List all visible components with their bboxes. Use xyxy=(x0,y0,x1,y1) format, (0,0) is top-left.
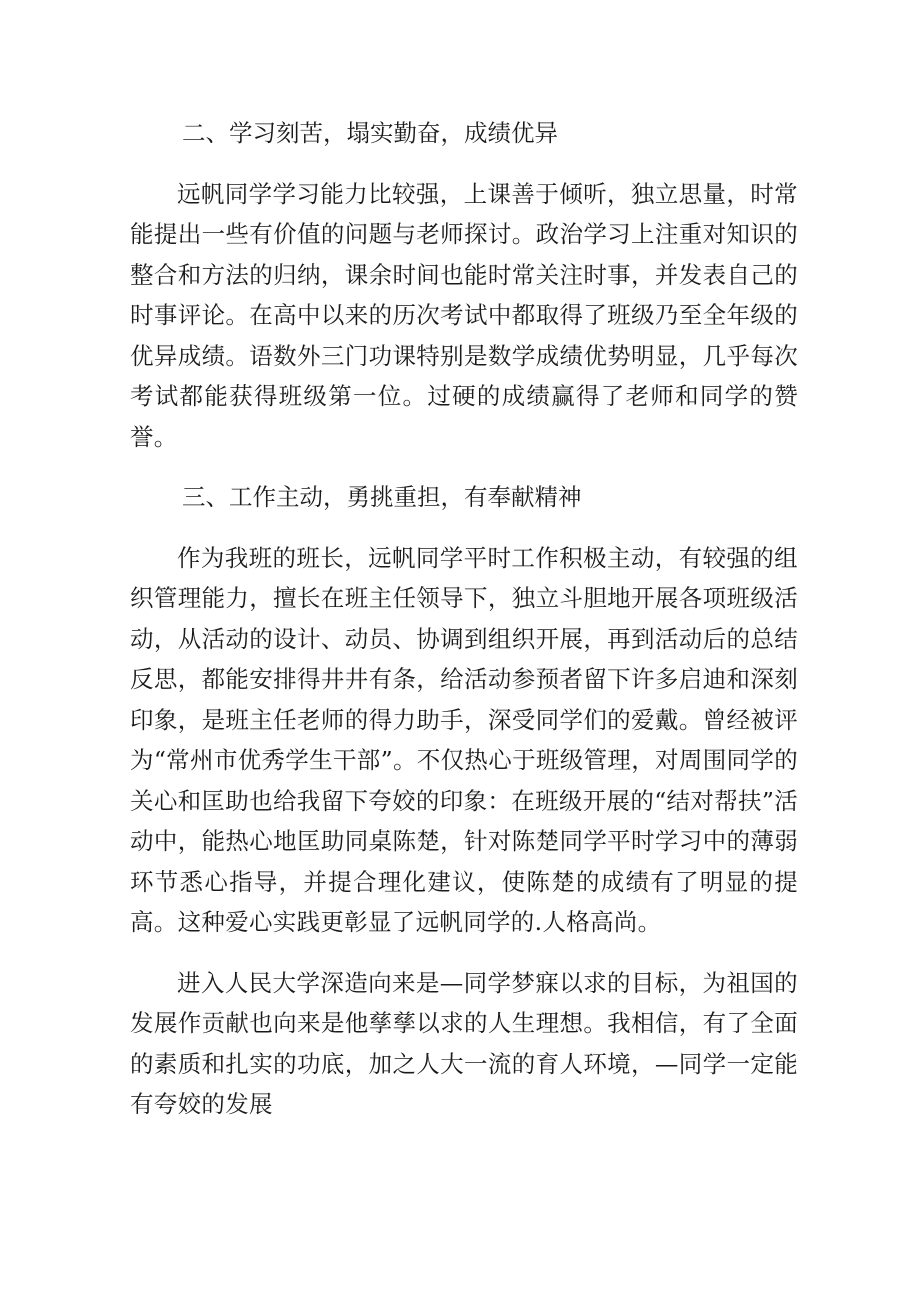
paragraph-work: 作为我班的班长，远帆同学平时工作积极主动，有较强的组织管理能力，擅长在班主任领导下，独立斗胆地开展各项班级活动，从活动的设计、动员、协调到组织开展，再到活动后的总结反思，都能安排得井井有条，给活动参预者留下许多启迪和深刻印象，是班主任老师的得力助手，深受同学们的爱戴。曾经被评为“常州市优秀学生干部”。不仅热心于班级管理，对周围同学的关心和匡助也给我留下夸姣的印象：在班级开展的“结对帮扶”活动中，能热心地匡助同桌陈楚，针对陈楚同学平时学习中的薄弱环节悉心指导，并提合理化建议，使陈楚的成绩有了明显的提高。这种爱心实践更彰显了远帆同学的.人格高尚。 xyxy=(130,543,798,936)
section-heading-work: 三、工作主动，勇挑重担，有奉献精神 xyxy=(182,483,582,511)
document-body xyxy=(130,113,798,1125)
paragraph-study: 远帆同学学习能力比较强，上课善于倾听，独立思量，时常能提出一些有价值的问题与老师探讨。政治学习上注重对知识的整合和方法的归纳，课余时间也能时常关注时事，并发表自己的时事评论。在高中以来的历次考试中都取得了班级乃至全年级的优异成绩。语数外三门功课特别是数学成绩优势明显，几乎每次考试都能获得班级第一位。过硬的成绩赢得了老师和同学的赞誉。 xyxy=(130,179,798,451)
paragraph-goal: 进入人民大学深造向来是—同学梦寐以求的目标，为祖国的发展作贡献也向来是他孳孳以求的人生理想。我相信，有了全面的素质和扎实的功底，加之人大一流的育人环境，—同学一定能有夸姣的发展 xyxy=(130,968,798,1118)
section-heading-study: 二、学习刻苦，塌实勤奋，成绩优异 xyxy=(182,119,558,147)
